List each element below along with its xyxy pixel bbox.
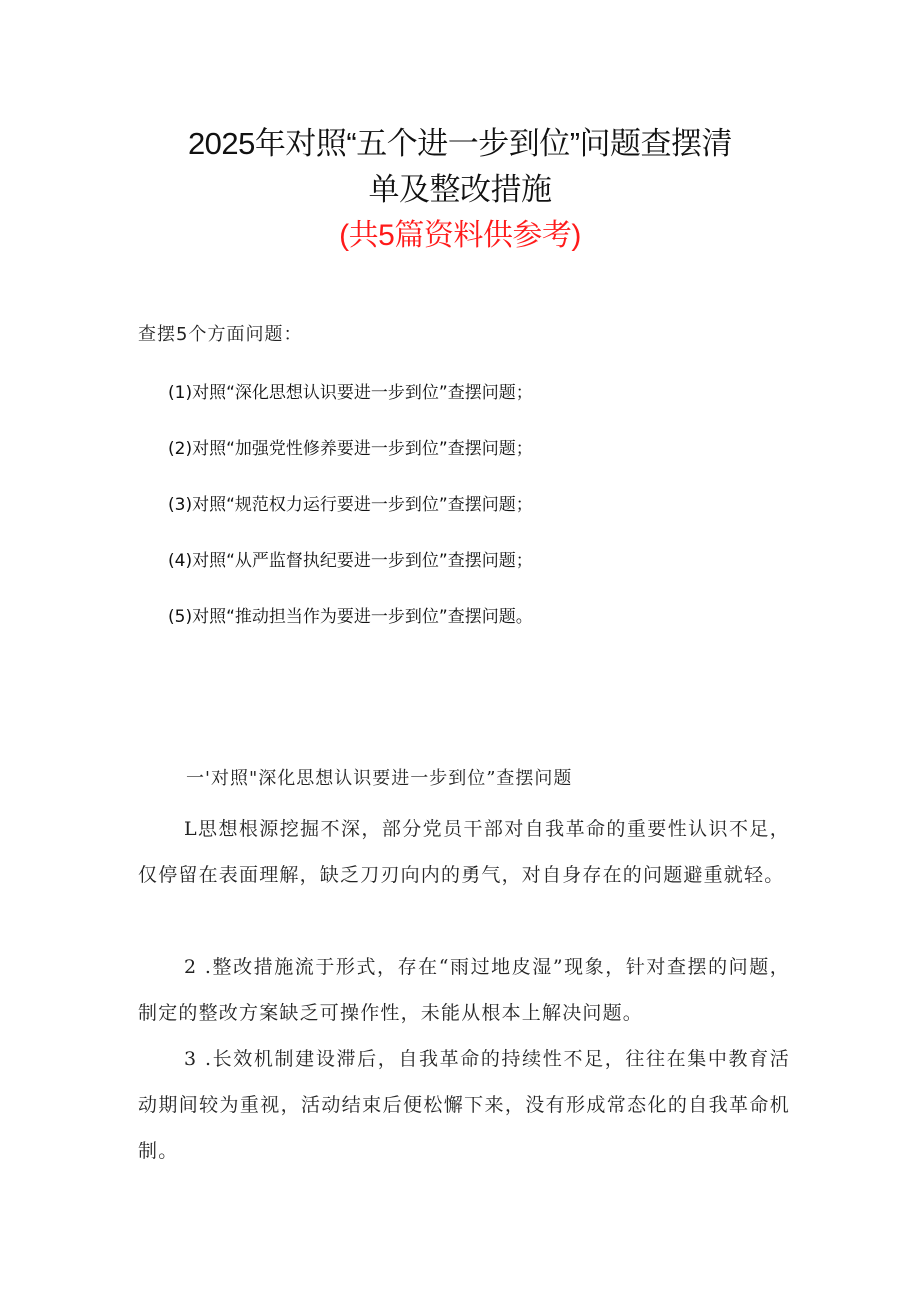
document-title-line-1: 2025年对照“五个进一步到位”问题查摆清 — [187, 126, 733, 161]
issue-item: (4)对照“从严监督执纪要进一步到位”查摆问题； — [168, 551, 533, 571]
body-paragraph: 3 .长效机制建设滞后，自我革命的持续性不足，往往在集中教育活动期间较为重视，活动结束后便松懈下来，没有形成常态化的自我革命机制。 — [138, 1048, 790, 1162]
intro-text: 查摆5个方面问题： — [138, 324, 303, 345]
issue-item: (2)对照“加强党性修养要进一步到位”查摆问题； — [168, 439, 533, 459]
section-heading: 一'对照"深化思想认识要进一步到位”查摆问题 — [186, 768, 573, 789]
document-subtitle: (共5篇资料供参考) — [339, 219, 581, 252]
issue-item: (5)对照“推动担当作为要进一步到位”查摆问题。 — [168, 607, 533, 627]
body-paragraph: L思想根源挖掘不深，部分党员干部对自我革命的重要性认识不足，仅停留在表面理解，缺乏刀刃向内的勇气，对自身存在的问题避重就轻。 — [138, 818, 790, 886]
issue-item: (3)对照“规范权力运行要进一步到位”查摆问题； — [168, 495, 533, 515]
document-title-line-2: 单及整改措施 — [368, 172, 552, 207]
issue-item: (1)对照“深化思想认识要进一步到位”查摆问题； — [168, 383, 533, 403]
body-paragraph: 2 .整改措施流于形式，存在“雨过地皮湿”现象，针对查摆的问题，制定的整改方案缺乏可操作性，未能从根本上解决问题。 — [138, 956, 790, 1024]
